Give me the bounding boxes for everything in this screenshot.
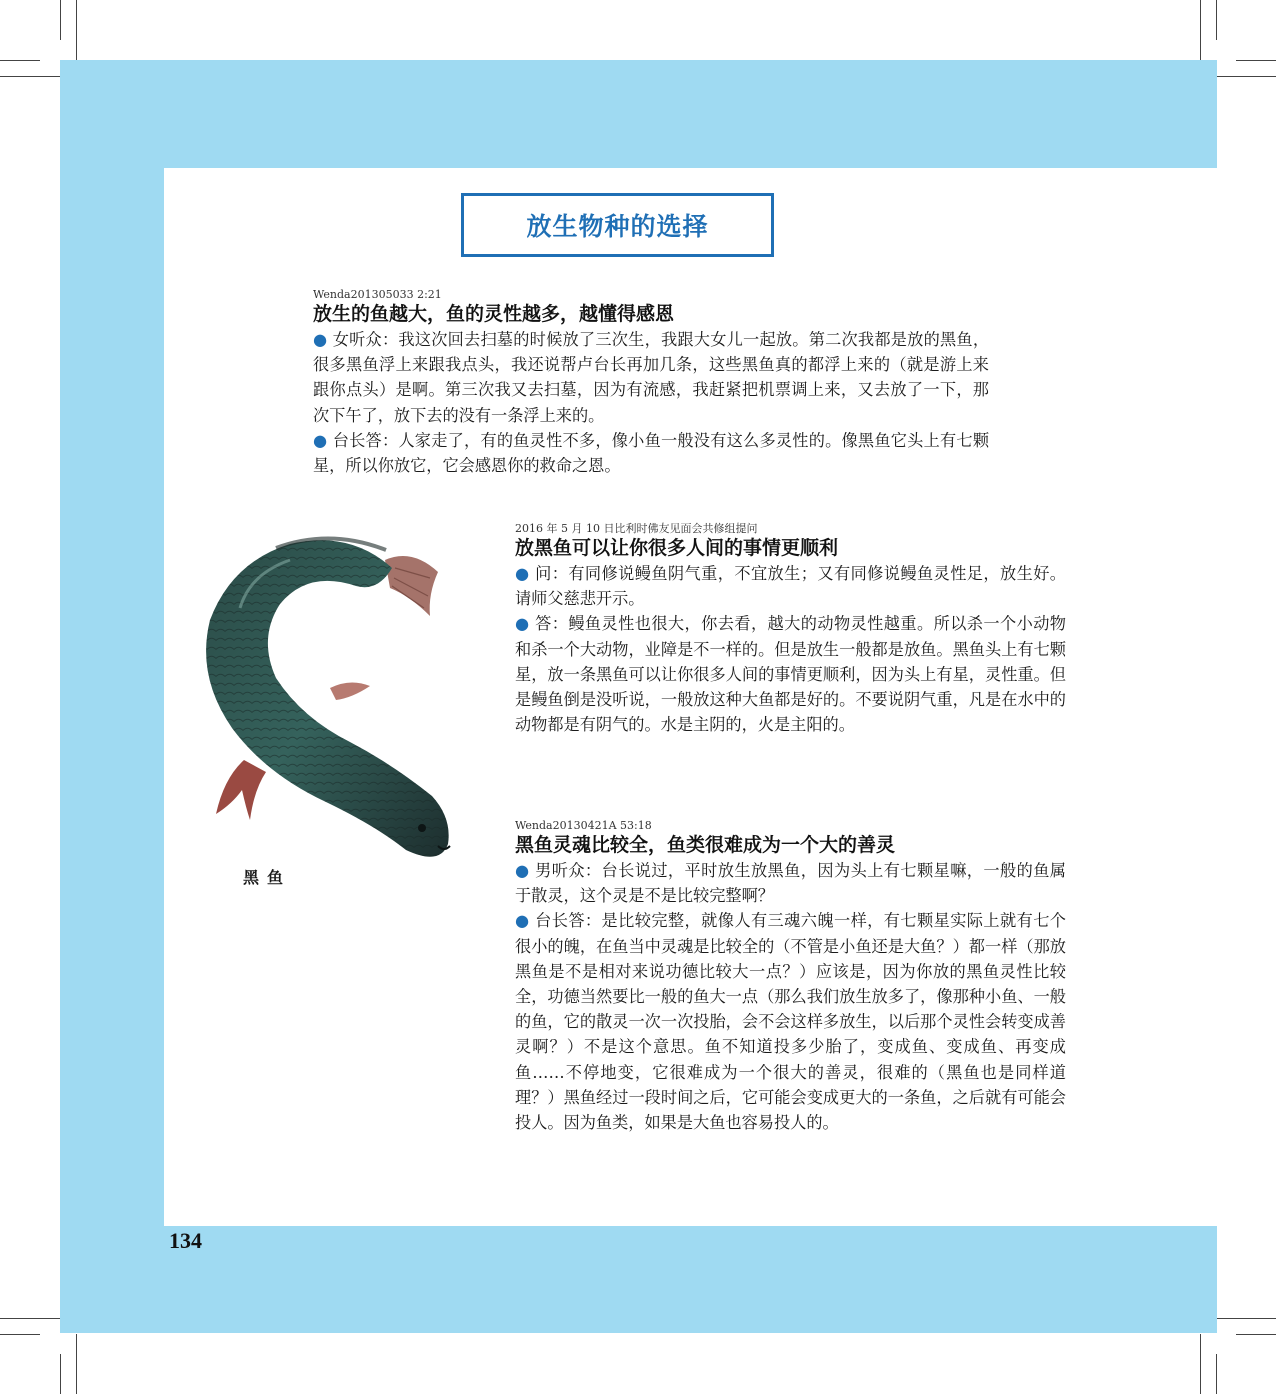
crop-mark — [1200, 0, 1201, 60]
paragraph: ● 女听众：我这次回去扫墓的时候放了三次生，我跟大女儿一起放。第二次我都是放的黑鱼，很多黑鱼浮上来跟我点头，我还说帮卢台长再加几条，这些黑鱼真的都浮上来的（就是游上来跟你点头）是啊。第三次我又去扫墓，因为有流感，我赶紧把机票调上来，又去放了一下，那次下午了，放下去的没有一条浮上来的。 — [313, 330, 990, 425]
snakehead-fish-image — [180, 528, 470, 873]
crop-mark — [0, 1334, 40, 1335]
top-color-band — [60, 60, 1217, 168]
crop-mark — [1216, 1354, 1217, 1394]
crop-mark — [60, 0, 61, 40]
figure-caption: 黑鱼 — [243, 868, 292, 887]
crop-mark — [0, 76, 60, 77]
crop-mark — [0, 1318, 60, 1319]
section-qa-3 — [515, 820, 1066, 1135]
source-reference: Wenda201305033 2:21 — [313, 288, 442, 301]
section-heading: 黑鱼灵魂比较全，鱼类很难成为一个大的善灵 — [515, 834, 896, 856]
bottom-color-band — [60, 1226, 1217, 1333]
paragraph: ● 台长答：是比较完整，就像人有三魂六魄一样，有七颗星实际上就有七个很小的魄，在鱼当中灵魂是比较全的（不管是小鱼还是大鱼？）都一样（那放黑鱼是不是相对来说功德比较大一点？）应该是，因为你放的黑鱼灵性比较全，功德当然要比一般的鱼大一点（那么我们放生放多了，像那种小鱼、一般的鱼，它的散灵一次一次投胎，会不会这样多放生，以后那个灵性会转变成善灵啊？）不是这个意思。鱼不知道投多少胎了，变成鱼、变成鱼、再变成鱼……不停地变，它很难成为一个很大的善灵，很难的（黑鱼也是同样道理？）黑鱼经过一段时间之后，它可能会变成更大的一条鱼，之后就有可能会投人。因为鱼类，如果是大鱼也容易投人的。 — [515, 911, 1066, 1133]
bullet-dot-icon: ● — [515, 911, 530, 931]
left-color-band — [60, 60, 164, 1333]
crop-mark — [1217, 76, 1276, 77]
crop-mark — [76, 0, 77, 60]
crop-mark — [1236, 60, 1276, 61]
paragraph: ● 答：鳗鱼灵性也很大，你去看，越大的动物灵性越重。所以杀一个小动物和杀一个大动物，业障是不一样的。但是放生一般都是放鱼。黑鱼头上有七颗星，放一条黑鱼可以让你很多人间的事情更顺利，因为头上有星，灵性重。但是鳗鱼倒是没听说，一般放这种大鱼都是好的。不要说阴气重，凡是在水中的动物都是有阴气的。水是主阴的，火是主阳的。 — [515, 614, 1066, 735]
crop-mark — [60, 1354, 61, 1394]
source-reference: 2016 年 5 月 10 日比利时佛友见面会共修组提问 — [515, 522, 758, 535]
crop-mark — [1200, 1334, 1201, 1394]
section-heading: 放生的鱼越大，鱼的灵性越多，越懂得感恩 — [313, 303, 675, 325]
paragraph: ● 台长答：人家走了，有的鱼灵性不多，像小鱼一般没有这么多灵性的。像黑鱼它头上有七颗星，所以你放它，它会感恩你的救命之恩。 — [313, 430, 990, 476]
bullet-dot-icon: ● — [515, 861, 530, 880]
section-qa-2 — [515, 523, 1066, 737]
bullet-dot-icon: ● — [515, 614, 530, 634]
crop-mark — [0, 60, 40, 61]
crop-mark — [76, 1334, 77, 1394]
bullet-dot-icon: ● — [313, 330, 328, 349]
page-title: 放生物种的选择 — [461, 193, 774, 257]
section-heading: 放黑鱼可以让你很多人间的事情更顺利 — [515, 537, 839, 559]
crop-mark — [1236, 1334, 1276, 1335]
paragraph: ● 问：有同修说鳗鱼阴气重，不宜放生；又有同修说鳗鱼灵性足，放生好。请师父慈悲开示。 — [515, 564, 1066, 609]
bullet-dot-icon: ● — [515, 564, 530, 583]
crop-mark — [1217, 1318, 1276, 1319]
paragraph: ● 男听众：台长说过，平时放生放黑鱼，因为头上有七颗星嘛，一般的鱼属于散灵，这个灵是不是比较完整啊？ — [515, 861, 1066, 906]
bullet-dot-icon: ● — [313, 430, 328, 450]
section-qa-1 — [313, 289, 989, 478]
page-number: 134 — [169, 1228, 202, 1253]
source-reference: Wenda20130421A 53:18 — [515, 819, 652, 832]
crop-mark — [1216, 0, 1217, 40]
